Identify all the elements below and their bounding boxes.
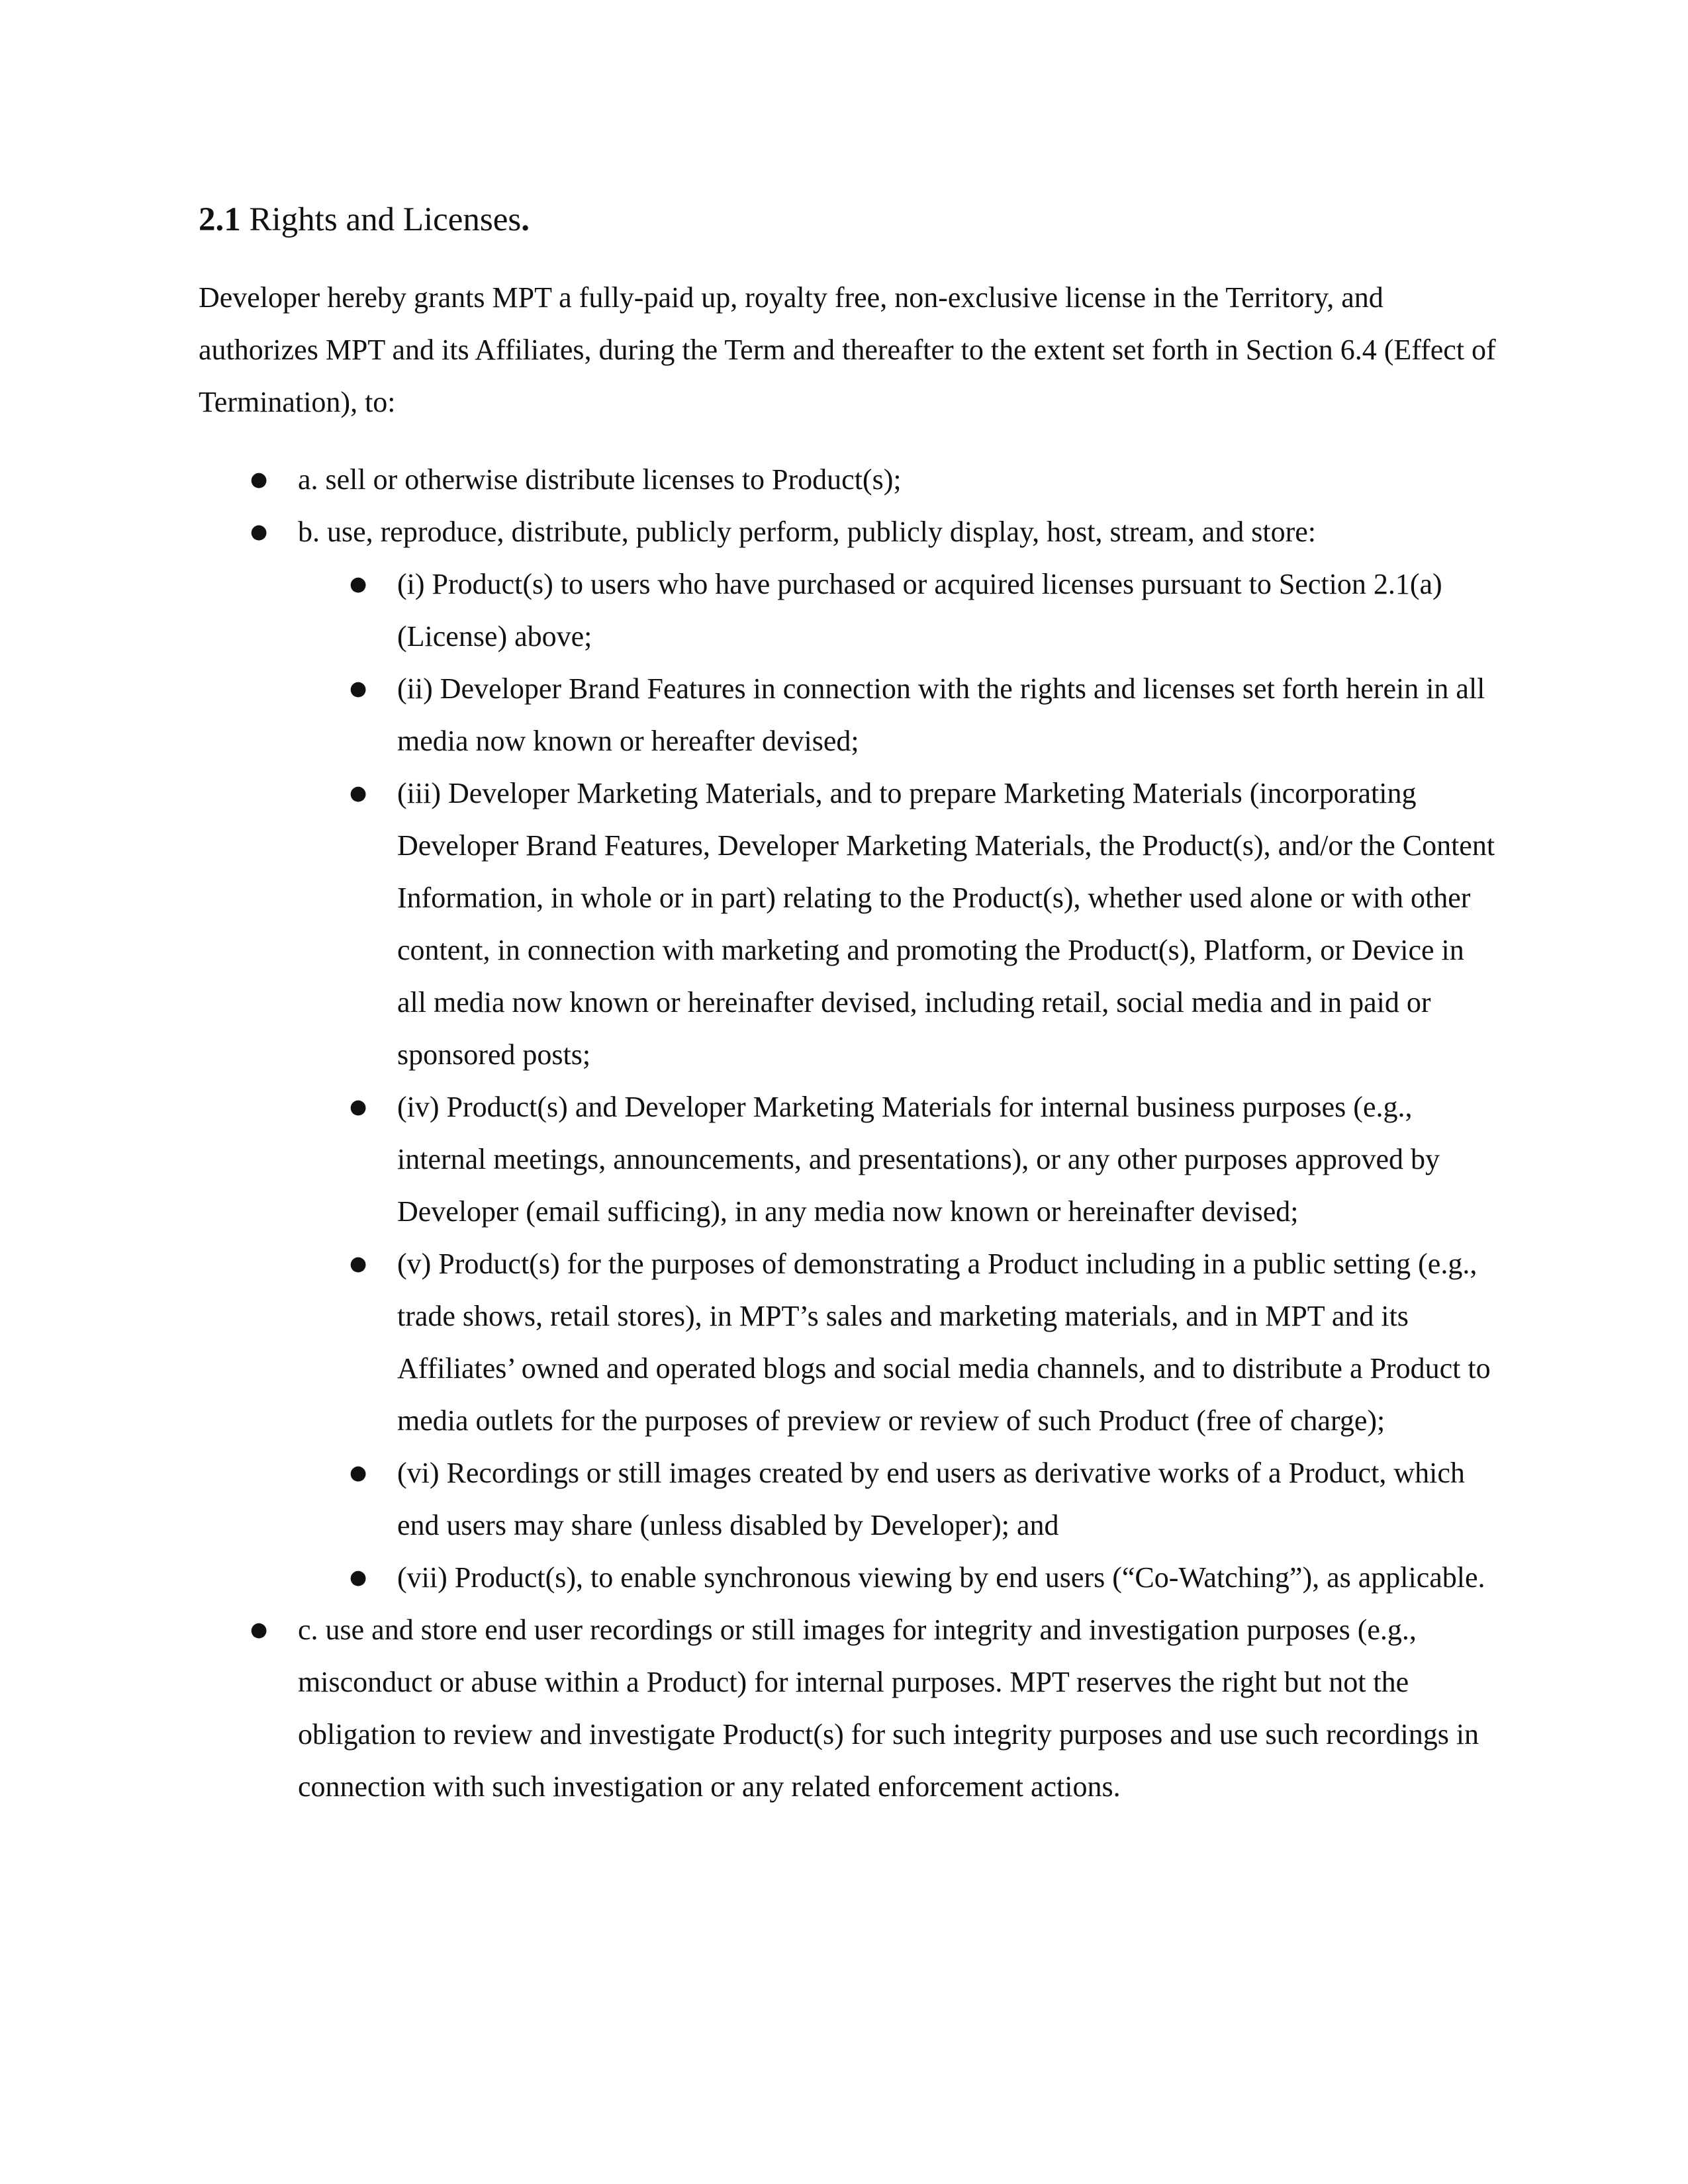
sub-list-item-vi — [298, 1447, 1496, 1551]
sub-list-b — [298, 558, 1496, 1604]
bullet-icon: ● — [350, 1095, 367, 1118]
sub-list-item-i — [298, 558, 1496, 662]
sub-list-item-iii — [298, 767, 1496, 1081]
sub-list-item-vii — [298, 1551, 1496, 1604]
list-item-a — [199, 453, 1496, 506]
sub-list-item-text: (iii) Developer Marketing Materials, and to prepare Marketing Materials (incorporating Developer Brand Features, Developer Marketing Materials, the Product(s), and/or the Content Information, in whole or in part) relating to the Product(s), whether used alone or with other content, in connection with marketing and promoting the Product(s), Platform, or Device in all media now known or hereinafter devised, including retail, social media and in paid or sponsored posts; — [397, 777, 1495, 1071]
sub-list-item-text: (vii) Product(s), to enable synchronous viewing by end users (“Co-Watching”), as applicable. — [397, 1561, 1485, 1594]
bullet-icon: ● — [350, 1566, 367, 1589]
sub-list-item-text: (vi) Recordings or still images created by end users as derivative works of a Product, which end users may share (unless disabled by Developer); and — [397, 1457, 1465, 1541]
sub-list-item-text: (iv) Product(s) and Developer Marketing Materials for internal business purposes (e.g., internal meetings, announcements, and presentations), or any other purposes approved by Developer (email sufficing), in any media now known or hereinafter devised; — [397, 1091, 1440, 1228]
bullet-icon: ● — [250, 468, 268, 491]
bullet-icon: ● — [350, 677, 367, 700]
bullet-icon: ● — [350, 782, 367, 805]
bullet-icon: ● — [350, 1252, 367, 1275]
sub-list-item-v — [298, 1238, 1496, 1447]
list-item-text: c. use and store end user recordings or still images for integrity and investigation purposes (e.g., misconduct or abuse within a Product) for internal purposes. MPT reserves the right but not the obligation to review and investigate Product(s) for such integrity purposes and use such recordings in connection with such investigation or any related enforcement actions. — [298, 1614, 1479, 1803]
list-item-text: b. use, reproduce, distribute, publicly perform, publicly display, host, stream, and store: — [298, 516, 1317, 548]
section-number: 2.1 — [199, 201, 241, 238]
license-list — [199, 453, 1496, 1813]
section-heading — [199, 193, 1496, 246]
intro-paragraph: Developer hereby grants MPT a fully-paid up, royalty free, non-exclusive license in the Territory, and authorizes MPT and its Affiliates, during the Term and thereafter to the extent set forth in Section 6.4 (Effect of Termination), to: — [199, 281, 1496, 418]
list-item-c — [199, 1604, 1496, 1813]
list-item-text: a. sell or otherwise distribute licenses to Product(s); — [298, 463, 902, 496]
bullet-icon: ● — [250, 1618, 268, 1641]
section-title: Rights and Licenses — [240, 201, 522, 238]
sub-list-item-text: (v) Product(s) for the purposes of demonstrating a Product including in a public setting (e.g., trade shows, retail stores), in MPT’s sales and marketing materials, and in MPT and its Affiliates’ owned and operated blogs and social media channels, and to distribute a Product to media outlets for the purposes of preview or review of such Product (free of charge); — [397, 1248, 1491, 1437]
sub-list-item-text: (i) Product(s) to users who have purchased or acquired licenses pursuant to Section 2.1(a) (License) above; — [397, 568, 1442, 653]
document-page — [199, 193, 1496, 1813]
list-item-b — [199, 506, 1496, 1604]
sub-list-item-text: (ii) Developer Brand Features in connection with the rights and licenses set forth herein in all media now known or hereafter devised; — [397, 672, 1485, 757]
bullet-icon: ● — [350, 572, 367, 596]
sub-list-item-iv — [298, 1081, 1496, 1238]
section-title-period: . — [521, 201, 530, 238]
bullet-icon: ● — [250, 520, 268, 543]
bullet-icon: ● — [350, 1461, 367, 1484]
sub-list-item-ii — [298, 662, 1496, 767]
